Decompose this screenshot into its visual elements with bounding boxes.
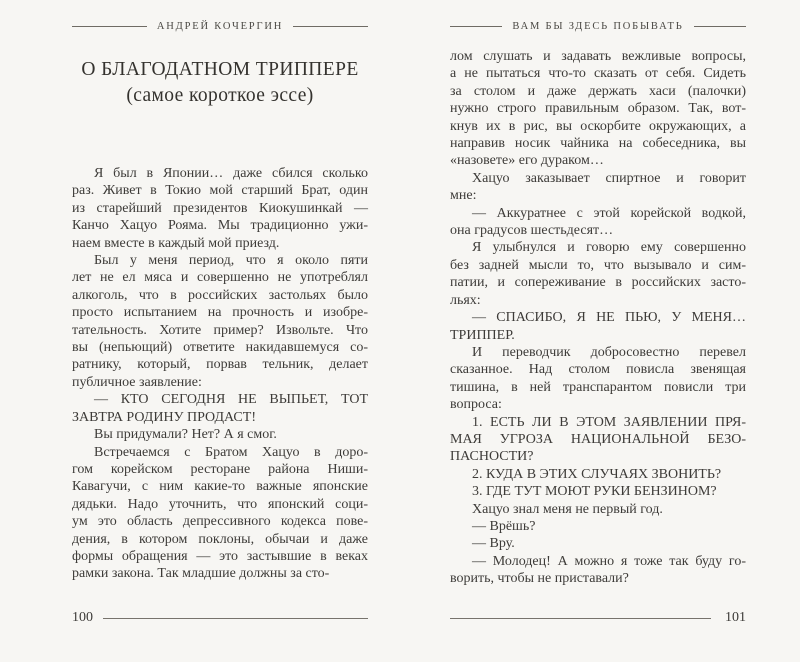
text-line: ЗАВТРА РОДИНУ ПРОДАСТ! bbox=[72, 409, 256, 425]
text-line: раз. Живет в Токио мой старший Брат, один bbox=[72, 183, 368, 199]
left-page bbox=[72, 20, 368, 642]
text-line: Я улыбнулся и говорю ему совершенно bbox=[472, 240, 746, 256]
right-page bbox=[450, 20, 746, 642]
text-line: ворить, чтобы не приставали? bbox=[450, 571, 629, 587]
text-line: лет не ел мяса и совершенно не употреблял bbox=[72, 270, 368, 286]
text-line: И переводчик добросовестно перевел bbox=[472, 344, 746, 360]
paragraph bbox=[72, 444, 368, 583]
text-line: вопроса: bbox=[450, 397, 502, 413]
text-line: вы (непьющий) ответите накидавшемуся со- bbox=[72, 340, 368, 356]
text-line: Был у меня период, что я около пяти bbox=[94, 253, 368, 269]
text-line: а не пытаться что-то сказать от себя. Сидеть bbox=[450, 66, 746, 82]
page-number-right: 101 bbox=[725, 610, 746, 625]
text-line: ПАСНОСТИ? bbox=[450, 449, 534, 465]
paragraph bbox=[450, 535, 746, 552]
paragraph bbox=[450, 309, 746, 344]
paragraph bbox=[450, 483, 746, 500]
text-line: нужно строго правильным образом. Так, вот- bbox=[450, 101, 746, 117]
text-line: мне: bbox=[450, 188, 477, 204]
running-head-rule-right bbox=[293, 26, 368, 27]
left-page-text bbox=[72, 165, 368, 583]
text-line: сказанное. Над столом повисла звенящая bbox=[450, 362, 746, 378]
running-head-text: ВАМ БЫ ЗДЕСЬ ПОБЫВАТЬ bbox=[512, 21, 684, 32]
right-running-head bbox=[450, 20, 746, 33]
text-line: 2. КУДА В ЭТИХ СЛУЧАЯХ ЗВОНИТЬ? bbox=[472, 466, 722, 482]
text-line: ум это область депрессивного кодекса пове- bbox=[72, 514, 368, 530]
text-line: она градусов шестьдесят… bbox=[450, 223, 614, 239]
text-line: просто испытанием на прочность и изобре- bbox=[72, 305, 368, 321]
text-line: Кавагучи, с ним какие-то важные японские bbox=[72, 479, 368, 495]
paragraph bbox=[450, 205, 746, 240]
running-head-rule-left bbox=[72, 26, 147, 27]
text-line: — Молодец! А можно я тоже так буду го- bbox=[472, 553, 746, 569]
text-line: публичное заявление: bbox=[72, 374, 202, 390]
paragraph bbox=[72, 426, 368, 443]
text-line: без задней мысли то, что вызывало и сим- bbox=[450, 257, 746, 273]
paragraph bbox=[450, 518, 746, 535]
text-line: за столом и даже держать хаси (палочки) bbox=[450, 83, 746, 99]
text-line: 3. ГДЕ ТУТ МОЮТ РУКИ БЕНЗИНОМ? bbox=[472, 484, 717, 500]
paragraph bbox=[450, 501, 746, 518]
text-line: лом слушать и задавать вежливые вопросы, bbox=[450, 49, 746, 64]
footer-rule-left bbox=[103, 618, 368, 619]
text-line: — КТО СЕГОДНЯ НЕ ВЫПЬЕТ, ТОТ bbox=[94, 392, 368, 408]
text-line: направив носик чайника на собеседника, вы bbox=[450, 136, 746, 152]
text-line: — Врёшь? bbox=[472, 518, 536, 534]
text-line: Хацуо знал меня не первый год. bbox=[472, 501, 663, 517]
running-head-rule-right bbox=[694, 26, 746, 27]
paragraph bbox=[450, 170, 746, 205]
text-line: дядьки. Надо уточнить, что японский соци- bbox=[72, 496, 368, 512]
paragraph bbox=[450, 344, 746, 414]
paragraph bbox=[72, 252, 368, 391]
right-page-footer bbox=[450, 610, 746, 626]
left-page-footer bbox=[72, 610, 368, 626]
text-line: дения, в котором поклоны, обычаи и даже bbox=[72, 531, 368, 547]
text-line: патии, и сопереживание в российских засто- bbox=[450, 275, 746, 291]
text-line: Вы придумали? Нет? А я смог. bbox=[94, 427, 277, 443]
paragraph bbox=[450, 239, 746, 309]
text-line: тательность. Хотите пример? Извольте. Что bbox=[72, 322, 368, 338]
text-line: тишина, в ней транспарантом повисли три bbox=[450, 379, 746, 395]
text-line: кнув их в рис, вы оскорбите окружающих, а bbox=[450, 118, 746, 134]
text-line: — СПАСИБО, Я НЕ ПЬЮ, У МЕНЯ… bbox=[472, 310, 746, 326]
chapter-title-line2: (самое короткое эссе) bbox=[126, 85, 314, 106]
running-head-rule-left bbox=[450, 26, 502, 27]
paragraph bbox=[450, 553, 746, 588]
page-number-left: 100 bbox=[72, 610, 93, 625]
text-line: алкоголь, что в российских застольях было bbox=[72, 287, 368, 303]
chapter-title bbox=[72, 57, 368, 109]
running-head-text: АНДРЕЙ КОЧЕРГИН bbox=[156, 21, 284, 32]
text-line: МАЯ УГРОЗА НАЦИОНАЛЬНОЙ БЕЗО- bbox=[450, 431, 746, 447]
text-line: — Вру. bbox=[472, 536, 515, 552]
paragraph bbox=[72, 391, 368, 426]
text-line: рамки закона. Так младшие должны за сто- bbox=[72, 566, 330, 582]
text-line: гом корейском ресторане района Ниши- bbox=[72, 461, 368, 477]
text-line: Хацуо заказывает спиртное и говорит bbox=[472, 170, 746, 186]
text-line: ТРИППЕР. bbox=[450, 327, 515, 343]
text-line: формы обращения — это застывшие в веках bbox=[72, 548, 368, 564]
text-line: из старейший президентов Киокушинкай — bbox=[72, 200, 368, 216]
left-running-head bbox=[72, 20, 368, 33]
text-line: наем вместе в каждый мой приезд. bbox=[72, 235, 280, 251]
text-line: Я был в Японии… даже сбился сколько bbox=[94, 166, 368, 181]
footer-rule-right bbox=[450, 618, 711, 619]
text-line: Встречаемся с Братом Хацуо в доро- bbox=[94, 444, 368, 460]
text-line: льях: bbox=[450, 292, 481, 308]
text-line: «назовете» его дураком… bbox=[450, 153, 604, 169]
paragraph bbox=[450, 466, 746, 483]
text-line: 1. ЕСТЬ ЛИ В ЭТОМ ЗАЯВЛЕНИИ ПРЯ- bbox=[472, 414, 746, 430]
paragraph bbox=[450, 48, 746, 170]
text-line: ратнику, который, порвав тельник, делает bbox=[72, 357, 368, 373]
text-line: — Аккуратнее с этой корейской водкой, bbox=[472, 205, 746, 221]
right-page-text bbox=[450, 48, 746, 588]
paragraph bbox=[450, 414, 746, 466]
paragraph bbox=[72, 165, 368, 252]
text-line: Канчо Хацуо Рояма. Мы традиционно ужи- bbox=[72, 218, 368, 234]
chapter-title-line1: О БЛАГОДАТНОМ ТРИППЕРЕ bbox=[81, 59, 359, 80]
